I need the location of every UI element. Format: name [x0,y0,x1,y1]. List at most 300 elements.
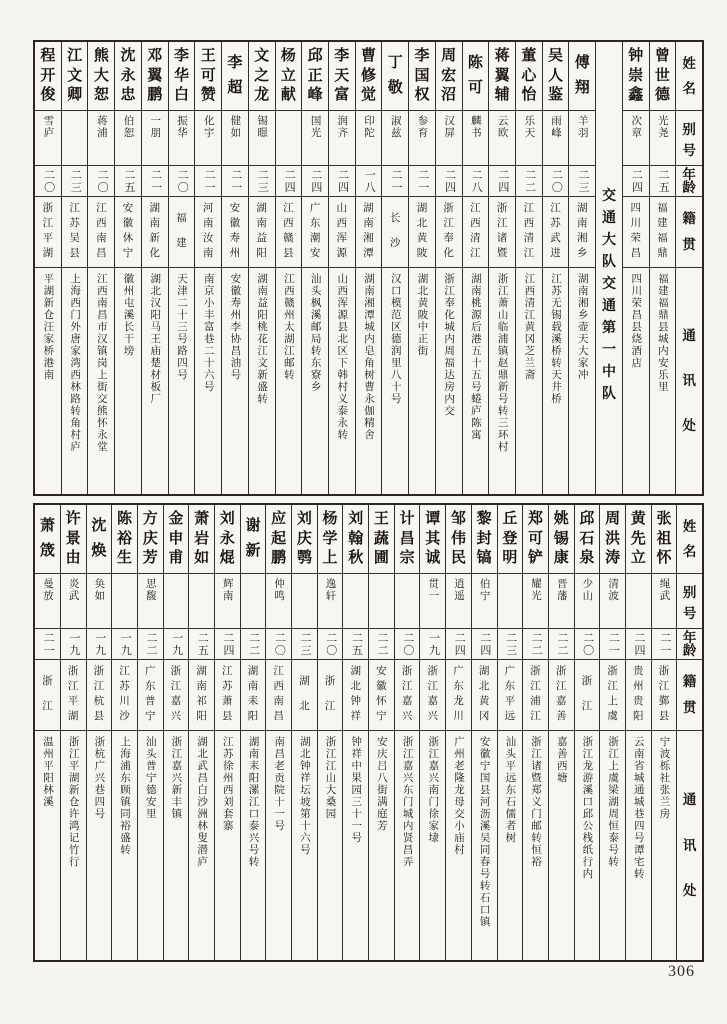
person-name: 吴 人 鉴 [548,48,564,103]
person-alias: 思馥 [138,573,163,628]
person-origin: 广 东 潮 安 [302,196,328,267]
person-alias: 健如 [222,110,248,165]
person-column [515,42,542,494]
person-name: 蒋 翼 辅 [494,48,510,103]
person-origin: 广 东 平 远 [498,659,523,730]
person-age: 二三 [62,165,88,196]
person-origin: 浙 江 [35,659,60,730]
person-age: 二五 [650,165,676,196]
person-name: 李 天 富 [334,48,350,103]
person-alias: 润齐 [329,110,355,165]
header-age: 年 龄 [676,165,702,196]
person-age: 二一 [382,165,408,196]
person-alias: 振华 [169,110,195,165]
person-column [221,42,248,494]
person-age: 二四 [446,628,471,659]
person-alias: 逸轩 [318,573,343,628]
person-column [240,505,266,960]
person-column [194,42,221,494]
person-address: 山西浑源县北区下韩村义泰永转 [329,267,355,494]
person-address: 浙江嘉兴东门城内贤昌弄 [395,730,420,960]
person-address: 湖北武昌白沙洲林叟潜庐 [189,730,214,960]
person-name: 李 国 权 [414,48,430,103]
person-address: 浙江萧山临浦镇赵鼎新号转三环村 [489,267,515,494]
person-alias [292,573,317,628]
person-age: 二〇 [543,165,569,196]
person-address: 南京小丰富巷二十六号 [195,267,221,494]
person-age: 二二 [523,628,548,659]
person-age: 二〇 [266,628,291,659]
person-name: 刘 庆 鹗 [296,511,312,566]
person-origin: 浙 江 [318,659,343,730]
person-address: 浙江诸暨郑义门邮转恒裕 [523,730,548,960]
person-alias: 雨峰 [543,110,569,165]
person-age: 二二 [549,628,574,659]
person-name: 谭 其 诚 [425,511,441,566]
person-address: 四川荣昌县烧酒店 [623,267,649,494]
person-address: 湖南湘潭城内皂角树曹永伽精舍 [356,267,382,494]
person-name: 周 洪 涛 [605,511,621,566]
person-age: 二一 [409,165,435,196]
person-age: 二二 [138,628,163,659]
person-origin: 浙 江 浦 江 [523,659,548,730]
person-age: 二〇 [35,165,61,196]
person-column [574,505,600,960]
person-alias: 绳武 [652,573,677,628]
person-address: 湖北汉阳马王庙楚材板厂 [142,267,168,494]
person-origin: 安 徽 怀 宁 [369,659,394,730]
person-alias: 逍遥 [446,573,471,628]
person-age: 二一 [35,628,60,659]
person-address: 广州老隆龙母交小庙村 [446,730,471,960]
header-origin: 籍 贯 [677,659,702,730]
person-address: 浙江嘉兴南门徐家埭 [420,730,445,960]
person-age: 一九 [164,628,189,659]
section-title-column [595,42,622,494]
person-origin: 安 徽 休 宁 [115,196,141,267]
person-alias: 锡暻 [249,110,275,165]
person-column [419,505,445,960]
person-column [86,505,112,960]
person-name: 曾 世 德 [654,48,670,103]
person-column [622,42,649,494]
person-name: 周 宏 沼 [441,48,457,103]
person-alias: 伯宁 [472,573,497,628]
person-alias: 清波 [600,573,625,628]
person-column [60,505,86,960]
person-address: 福建福鼎县城内安乐里 [650,267,676,494]
person-name: 曹 修 觉 [361,48,377,103]
person-column [168,42,195,494]
person-alias: 蒋浦 [88,110,114,165]
person-age: 一九 [87,628,112,659]
person-age: 二四 [215,628,240,659]
person-alias: 淑兹 [382,110,408,165]
person-name: 张 祖 怀 [656,511,672,566]
person-name: 李 华 白 [173,48,189,103]
person-column [462,42,489,494]
person-origin: 浙 江 平 湖 [61,659,86,730]
person-address: 浙江龙游溪口邱公栈纸行内 [575,730,600,960]
person-origin: 山 西 浑 源 [329,196,355,267]
person-origin: 江 西 清 江 [463,196,489,267]
person-origin: 湖 南 湘 乡 [569,196,595,267]
person-age: 二二 [241,628,266,659]
person-name: 方 庆 芳 [142,511,158,566]
person-column [471,505,497,960]
person-address: 安徽寿州李协昌油号 [222,267,248,494]
person-name: 丁 敬 [387,54,403,97]
section-title: 交 通 大 队 交 通 第 一 中 队 [601,188,616,402]
person-address: 徽州屯溪长干塝 [115,267,141,494]
person-column [111,505,137,960]
person-column [137,505,163,960]
person-origin: 江 苏 萧 县 [215,659,240,730]
person-alias: 麟书 [463,110,489,165]
person-address: 江苏徐州西刘套寨 [215,730,240,960]
person-origin: 贵 州 贵 阳 [626,659,651,730]
person-address: 浙江平湖新仓许鸿记竹行 [61,730,86,960]
person-alias [62,110,88,165]
header-address: 通 讯 处 [677,730,702,960]
person-age: 二五 [115,165,141,196]
person-address: 宁波栎社张兰房 [652,730,677,960]
person-origin: 河 南 汝 南 [195,196,221,267]
person-name: 姚 锡 康 [553,511,569,566]
person-origin: 浙 江 嘉 兴 [164,659,189,730]
person-address: 浙江奉化城内周福达房内交 [436,267,462,494]
person-age: 二〇 [318,628,343,659]
header-name: 姓 名 [682,55,696,96]
person-alias: 羊羽 [569,110,595,165]
person-origin: 江 西 清 江 [516,196,542,267]
person-origin: 江 苏 武 进 [543,196,569,267]
person-age: 二一 [142,165,168,196]
person-column [163,505,189,960]
person-alias [112,573,137,628]
person-name: 傅 翔 [574,54,590,97]
person-origin: 湖 南 祁 阳 [189,659,214,730]
person-column [317,505,343,960]
person-column [87,42,114,494]
person-alias: 化宇 [195,110,221,165]
person-address: 浙江江山大桑园 [318,730,343,960]
person-origin: 浙 江 嘉 兴 [420,659,445,730]
person-column [35,42,61,494]
person-address: 平湖新仓汪家桥港南 [35,267,61,494]
person-address: 天津二十三号路四号 [169,267,195,494]
person-name: 萧 筬 [39,517,55,560]
person-address: 云南省城通城巷四号谭宅转 [626,730,651,960]
person-alias: 伯恕 [115,110,141,165]
person-origin: 江 西 赣 县 [276,196,302,267]
person-alias [626,573,651,628]
person-name: 许 景 由 [65,511,81,566]
person-column [214,505,240,960]
person-origin: 江 苏 川 沙 [112,659,137,730]
person-column [355,42,382,494]
person-name: 邱 正 峰 [307,48,323,103]
person-column [542,42,569,494]
person-origin: 浙 江 [575,659,600,730]
person-age: 二四 [436,165,462,196]
person-age: 二四 [329,165,355,196]
person-origin: 浙 江 诸 暨 [489,196,515,267]
person-column [368,505,394,960]
person-address: 汉口模范区德润里八十号 [382,267,408,494]
person-column [568,42,595,494]
person-age: 二四 [626,628,651,659]
person-age: 一九 [112,628,137,659]
person-name: 郑 可 铲 [528,511,544,566]
person-address: 浙江上虞梁湖周恒泰号转 [600,730,625,960]
roster-table-top [33,40,704,496]
header-alias: 别 号 [677,573,702,628]
person-origin: 浙 江 上 虞 [600,659,625,730]
person-alias [241,573,266,628]
person-alias: 云欧 [489,110,515,165]
header-name: 姓 名 [682,518,697,559]
person-name: 李 超 [227,54,243,97]
person-address: 汕头枫溪邮局转东寮乡 [302,267,328,494]
person-origin: 浙 江 嘉 善 [549,659,574,730]
person-name: 邓 翼 鹏 [147,48,163,103]
person-age: 二〇 [169,165,195,196]
person-column [291,505,317,960]
person-alias [395,573,420,628]
person-origin: 湖 北 黄 陂 [409,196,435,267]
person-address: 浙江嘉兴新丰镇 [164,730,189,960]
header-age: 年 龄 [677,628,702,659]
person-column [248,42,275,494]
header-origin: 籍 贯 [676,196,702,267]
person-origin: 江 西 南 昌 [266,659,291,730]
person-origin: 湖 南 耒 阳 [241,659,266,730]
person-origin: 湖 北 黄 冈 [472,659,497,730]
person-origin: 广 东 普 宁 [138,659,163,730]
person-alias: 一朋 [142,110,168,165]
person-name: 黎 封 镐 [476,511,492,566]
person-age: 二三 [292,628,317,659]
person-name: 程 开 俊 [40,48,56,103]
person-alias: 参育 [409,110,435,165]
person-name: 杨 立 献 [280,48,296,103]
person-origin: 浙 江 杭 县 [87,659,112,730]
person-alias [164,573,189,628]
person-address: 汕头普宁德安里 [138,730,163,960]
person-name: 江 文 卿 [67,48,83,103]
person-column [342,505,368,960]
person-origin: 安 徽 寿 州 [222,196,248,267]
person-address: 湖北钟祥坛坡第十六号 [292,730,317,960]
person-address: 湖南耒阳漯江口泰兴号转 [241,730,266,960]
person-column [625,505,651,960]
person-alias: 仲鸣 [266,573,291,628]
person-alias: 耀光 [523,573,548,628]
person-origin: 福 建 [169,196,195,267]
person-name: 杨 学 上 [322,511,338,566]
person-column [141,42,168,494]
person-name: 陈 裕 生 [117,511,133,566]
person-address: 南昌老贡院十一号 [266,730,291,960]
person-address: 江西清江黄冈芝兰斋 [516,267,542,494]
person-age: 二〇 [395,628,420,659]
person-name: 邹 伟 民 [450,511,466,566]
person-address: 上海浦东顾镇同裕盛转 [112,730,137,960]
person-alias [189,573,214,628]
header-column [676,505,702,960]
person-age: 二五 [343,628,368,659]
person-alias: 晋藩 [549,573,574,628]
person-alias: 乐天 [516,110,542,165]
person-alias: 汉屏 [436,110,462,165]
person-alias: 印陀 [356,110,382,165]
person-age: 二〇 [88,165,114,196]
person-address: 钟祥中果园三十一号 [343,730,368,960]
person-address: 江苏无锡载溪桥转天井桥 [543,267,569,494]
person-age: 二二 [516,165,542,196]
person-name: 陈 可 [467,54,483,97]
person-address: 汕头平远东石儒者树 [498,730,523,960]
person-age: 二四 [302,165,328,196]
person-origin: 四 川 荣 昌 [623,196,649,267]
person-address: 浙杭广兴巷四号 [87,730,112,960]
person-name: 金 申 甫 [168,511,184,566]
person-address: 温州平阳林溪 [35,730,60,960]
person-name: 沈 永 忠 [120,48,136,103]
person-column [488,42,515,494]
header-column [675,42,702,494]
person-origin: 浙 江 嘉 兴 [395,659,420,730]
person-age: 二五 [189,628,214,659]
person-name: 计 昌 宗 [399,511,415,566]
person-origin: 湖 南 湘 潭 [356,196,382,267]
person-address: 湖南桃源后港五十五号蜷庐陈寓 [463,267,489,494]
person-name: 王 可 赞 [200,48,216,103]
person-age: 二四 [472,628,497,659]
header-address: 通 讯 处 [676,267,702,494]
person-alias: 辉南 [215,573,240,628]
person-address: 湖南益阳桃花江文新盛转 [249,267,275,494]
person-column [114,42,141,494]
person-age: 二八 [463,165,489,196]
person-age: 一九 [61,628,86,659]
person-address: 上海西门外唐家湾西林路转角村庐 [62,267,88,494]
person-address: 安庆吕八街满庭芳 [369,730,394,960]
person-name: 应 起 鹏 [271,511,287,566]
person-name: 王 蔬 圃 [373,511,389,566]
person-age: 二三 [498,628,523,659]
person-origin: 广 东 龙 川 [446,659,471,730]
person-age: 一九 [420,628,445,659]
person-address: 安徽宁国县河沥溪吴同春号转石口镇 [472,730,497,960]
person-column [394,505,420,960]
person-column [61,42,88,494]
person-name: 董 心 怡 [521,48,537,103]
person-origin: 浙 江 平 湖 [35,196,61,267]
person-origin: 长 沙 [382,196,408,267]
person-age: 二四 [276,165,302,196]
page-number: 306 [668,963,695,980]
person-column [381,42,408,494]
person-address: 湖南湘乡壶天大家冲 [569,267,595,494]
person-column [35,505,60,960]
person-age: 二二 [369,628,394,659]
person-origin: 湖 北 钟 祥 [343,659,368,730]
person-name: 沈 焕 [91,517,107,560]
roster-table-bottom [33,503,704,962]
person-alias: 雪庐 [35,110,61,165]
person-origin: 湖 南 益 阳 [249,196,275,267]
person-name: 萧 岩 如 [194,511,210,566]
person-name: 钟 崇 鑫 [628,48,644,103]
person-alias: 贯一 [420,573,445,628]
person-age: 一八 [356,165,382,196]
person-origin: 湖 南 新 化 [142,196,168,267]
person-column [445,505,471,960]
person-name: 丘 登 明 [502,511,518,566]
person-column [522,505,548,960]
person-name: 刘 翰 秋 [348,511,364,566]
person-alias: 光尧 [650,110,676,165]
person-address: 嘉善西塘 [549,730,574,960]
person-origin: 浙 江 鄞 县 [652,659,677,730]
person-column [301,42,328,494]
person-name: 谢 新 [245,517,261,560]
person-alias: 炎武 [61,573,86,628]
person-column [651,505,677,960]
person-name: 邱 石 泉 [579,511,595,566]
person-column [497,505,523,960]
person-column [328,42,355,494]
person-age: 二一 [222,165,248,196]
person-name: 文 之 龙 [254,48,270,103]
person-alias [498,573,523,628]
person-name: 刘 永 焜 [219,511,235,566]
person-age: 二一 [600,628,625,659]
person-column [188,505,214,960]
person-column [275,42,302,494]
person-age: 二一 [195,165,221,196]
person-alias: 国光 [302,110,328,165]
person-address: 湖北黄陂中正街 [409,267,435,494]
person-alias: 次章 [623,110,649,165]
person-column [548,505,574,960]
person-alias [369,573,394,628]
person-age: 二三 [249,165,275,196]
header-alias: 别 号 [676,110,702,165]
person-alias [343,573,368,628]
person-alias: 少山 [575,573,600,628]
person-alias: 曼放 [35,573,60,628]
person-origin: 福 建 福 鼎 [650,196,676,267]
person-alias: 奂如 [87,573,112,628]
person-column [649,42,676,494]
person-age: 二四 [489,165,515,196]
person-origin: 江 苏 吴 县 [62,196,88,267]
person-address: 江西赣州太湖江邮转 [276,267,302,494]
person-origin: 浙 江 奉 化 [436,196,462,267]
person-age: 二三 [569,165,595,196]
person-column [435,42,462,494]
person-alias [276,110,302,165]
person-column [599,505,625,960]
person-column [265,505,291,960]
person-origin: 湖 北 [292,659,317,730]
person-age: 二四 [623,165,649,196]
person-origin: 江 西 南 昌 [88,196,114,267]
person-column [408,42,435,494]
